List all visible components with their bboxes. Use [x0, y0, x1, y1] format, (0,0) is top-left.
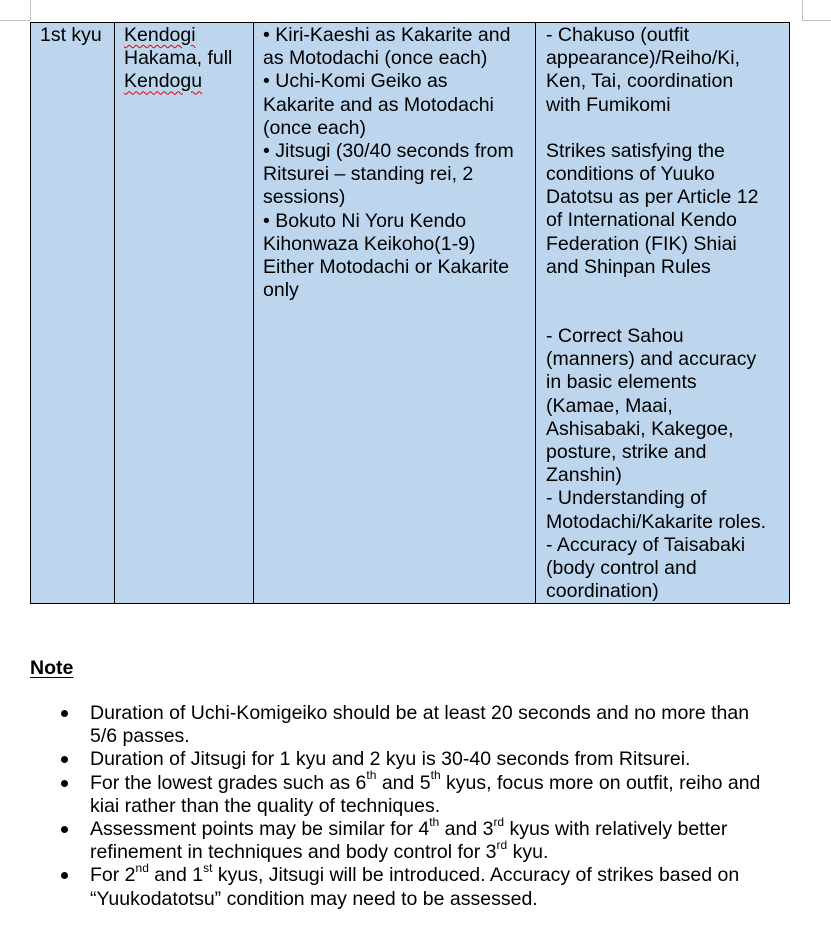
bullet-icon	[61, 756, 68, 763]
note-heading: Note	[30, 657, 74, 679]
note-text: kiai rather than the quality of techniques.	[90, 794, 441, 817]
grade-label: 1st kyu	[40, 24, 102, 46]
practice-line: • Bokuto Ni Yoru Kendo	[263, 209, 467, 232]
list-item	[30, 768, 820, 818]
grade-requirements-table	[30, 22, 790, 604]
list-item	[30, 702, 820, 748]
paragraph-gap	[546, 302, 785, 325]
criteria-line: Ashisabaki, Kakegoe,	[546, 417, 734, 440]
list-item	[30, 814, 820, 864]
bullet-icon	[61, 872, 68, 879]
practice-line: as Motodachi (once each)	[263, 47, 488, 70]
practice-line: Ritsurei – standing rei, 2	[263, 163, 474, 186]
attire-line: Hakama, full	[124, 47, 233, 70]
criteria-line: and Shinpan Rules	[546, 255, 711, 278]
criteria-line: in basic elements	[546, 371, 697, 394]
paragraph-gap	[546, 117, 785, 140]
note-text: 5/6 passes.	[90, 725, 190, 748]
note-text: “Yuukodatotsu” condition may need to be assessed.	[90, 887, 538, 910]
practice-line: Either Motodachi or Kakarite	[263, 256, 510, 279]
criteria-line: of International Kendo	[546, 209, 737, 232]
criteria-cell	[536, 23, 790, 604]
criteria-line: coordination)	[546, 580, 659, 603]
practice-line: • Uchi-Komi Geiko as	[263, 70, 448, 93]
crop-mark-right	[802, 0, 831, 21]
list-item	[30, 860, 820, 910]
criteria-line: posture, strike and	[546, 441, 707, 464]
bullet-icon	[61, 826, 68, 833]
criteria-line: Strikes satisfying the	[546, 139, 725, 162]
practice-cell	[254, 23, 536, 604]
note-list	[30, 702, 820, 911]
crop-mark-left	[0, 0, 31, 21]
criteria-line: - Chakuso (outfit	[546, 24, 690, 46]
practice-line: • Jitsugi (30/40 seconds from	[263, 140, 514, 163]
bullet-icon	[61, 780, 68, 787]
criteria-line: Ken, Tai, coordination	[546, 70, 734, 93]
practice-line: • Kiri-Kaeshi as Kakarite and	[263, 24, 511, 46]
criteria-line: with Fumikomi	[546, 93, 671, 116]
criteria-line: - Understanding of	[546, 487, 707, 510]
criteria-line: (body control and	[546, 557, 697, 580]
list-item	[30, 748, 820, 771]
practice-line: only	[263, 279, 299, 302]
criteria-line: appearance)/Reiho/Ki,	[546, 47, 741, 70]
criteria-line: - Accuracy of Taisabaki	[546, 533, 746, 556]
practice-line: sessions)	[263, 186, 346, 209]
attire-line: Kendogi	[124, 24, 196, 46]
paragraph-gap	[546, 279, 785, 302]
table-row	[31, 23, 790, 604]
criteria-line: (manners) and accuracy	[546, 348, 757, 371]
criteria-line: Federation (FIK) Shiai	[546, 232, 737, 255]
note-text: Assessment points may be similar for 4th and 3rd kyus with relatively better	[90, 814, 728, 841]
practice-line: Kihonwaza Keikoho(1-9)	[263, 232, 476, 255]
note-text: For the lowest grades such as 6th and 5th kyus, focus more on outfit, reiho and	[90, 768, 761, 794]
practice-line: Kakarite and as Motodachi	[263, 93, 494, 116]
attire-cell	[115, 23, 254, 604]
criteria-line: Motodachi/Kakarite roles.	[546, 510, 767, 533]
attire-line: Kendogu	[124, 70, 203, 93]
note-text: Duration of Uchi-Komigeiko should be at least 20 seconds and no more than	[90, 702, 750, 724]
criteria-line: conditions of Yuuko	[546, 163, 715, 186]
criteria-line: - Correct Sahou	[546, 325, 684, 348]
practice-line: (once each)	[263, 116, 366, 139]
note-text: refinement in techniques and body control for 3rd kyu.	[90, 837, 549, 864]
criteria-line: Zanshin)	[546, 464, 622, 487]
criteria-line: (Kamae, Maai,	[546, 394, 673, 417]
grade-cell	[31, 23, 115, 604]
bullet-icon	[61, 710, 68, 717]
note-text: For 2nd and 1st kyus, Jitsugi will be introduced. Accuracy of strikes based on	[90, 860, 740, 887]
criteria-line: Datotsu as per Article 12	[546, 186, 759, 209]
note-text: Duration of Jitsugi for 1 kyu and 2 kyu is 30-40 seconds from Ritsurei.	[90, 748, 691, 771]
